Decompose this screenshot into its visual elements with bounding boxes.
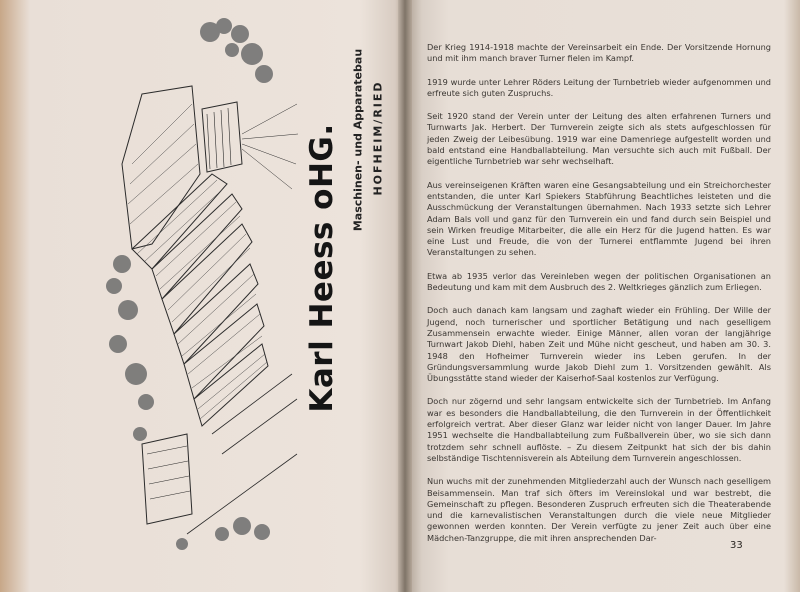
company-subtitle: Maschinen- und Apparatebau [351,48,365,232]
paragraph: Seit 1920 stand der Verein unter der Leitung des alten erfahrenen Turners und Turnwarts Jak. Herbert. Der Turnverein zeigte sich als stets aufgeschlossen für jeden Zweig der Leibesübung. 1919 war eine Damenriege aufgestellt worden und bald entstand eine Handballabteilung. Man versuchte sich auch mit Fußball. Der eigentliche Turnbetrieb war sehr wechselhaft. [427,111,771,167]
paragraph: Doch nur zögernd und sehr langsam entwickelte sich der Turnbetrieb. Im Anfang war es besonders die Handballabteilung, die den Turnverein in der Öffentlichkeit erfolgreich vertrat. Aber dieser Glanz war leider nicht von langer Dauer. Im Jahre 1951 wechselte die Handballabteilung zum Fußballverein über, wo sie sich dann trotzdem sehr schnell auflöste. – Zu diesem Zeitpunkt hat sich der bis dahin selbständige Tischtennisverein als Abteilung dem Turnverein angeschlossen. [427,396,771,463]
company-location: HOFHEIM/RIED [371,80,385,196]
paragraph: Doch auch danach kam langsam und zaghaft wieder ein Frühling. Der Wille der Jugend, noch turnerischer und sportlicher Betätigung und nach geselligem Zusammensein erwachte wieder. Einige Männer, allen voran der langjährige Turnwart Jakob Diehl, haben Zeit und Mühe nicht gescheut, und haben am 30. 3. 1948 den Hofheimer Turnverein wieder ins Leben gerufen. In der Gründungsversammlung wurde Jakob Diehl zum 1. Vorsitzenden gewählt. Als Übungsstätte stand wieder der Kaiserhof-Saal kostenlos zur Verfügung. [427,305,771,384]
paragraph: Aus vereinseigenen Kräften waren eine Gesangsabteilung und ein Streichorchester entstanden, die unter Karl Spiekers Stabführung Beachtliches leisteten und die Ausschmückung der Veranstaltungen übernahmen. Nach 1933 setzte sich Lehrer Adam Bals voll und ganz für den Turnverein ein und fand durch sein Beispiel und sein Wirken freudige Mitarbeiter, die alle ein Herz für die Jugend hatten. Es war eine Lust und Freude, die von der Turnerei entflammte Jugend bei ihren Veranstaltungen zu sehen. [427,179,771,258]
paragraph: Nun wuchs mit der zunehmenden Mitgliederzahl auch der Wunsch nach geselligem Beisammensein. Man traf sich öfters im Vereinslokal und war bestrebt, die Gemeinschaft zu pflegen. Besonderen Zuspruch erfreuten sich die Theaterabende und die karnevalistischen Veranstaltungen durch die viele neue Mitglieder gewonnen werden konnten. Der Verein verfügte zu jener Zeit auch über eine Mädchen-Tanzgruppe, die mit ihren ansprechenden Dar- [427,476,771,543]
company-name: Karl Heess oHG. [304,123,340,413]
paragraph: 1919 wurde unter Lehrer Röders Leitung der Turnbetrieb wieder aufgenommen und erfreute sich guten Zuspruchs. [427,76,771,98]
page-number: 33 [730,540,743,551]
paragraph: Der Krieg 1914-1918 machte der Vereinsarbeit ein Ende. Der Vorsitzende Hornung und mit ihm manch braver Turner fielen im Kampf. [427,42,771,64]
paragraph: Etwa ab 1935 verlor das Vereinleben wegen der politischen Organisationen an Bedeutung und kam mit dem Ausbruch des 2. Weltkrieges gänzlich zum Erliegen. [427,270,771,293]
book-gutter [398,0,412,592]
article-text [427,42,771,556]
factory-illustration [92,14,300,559]
